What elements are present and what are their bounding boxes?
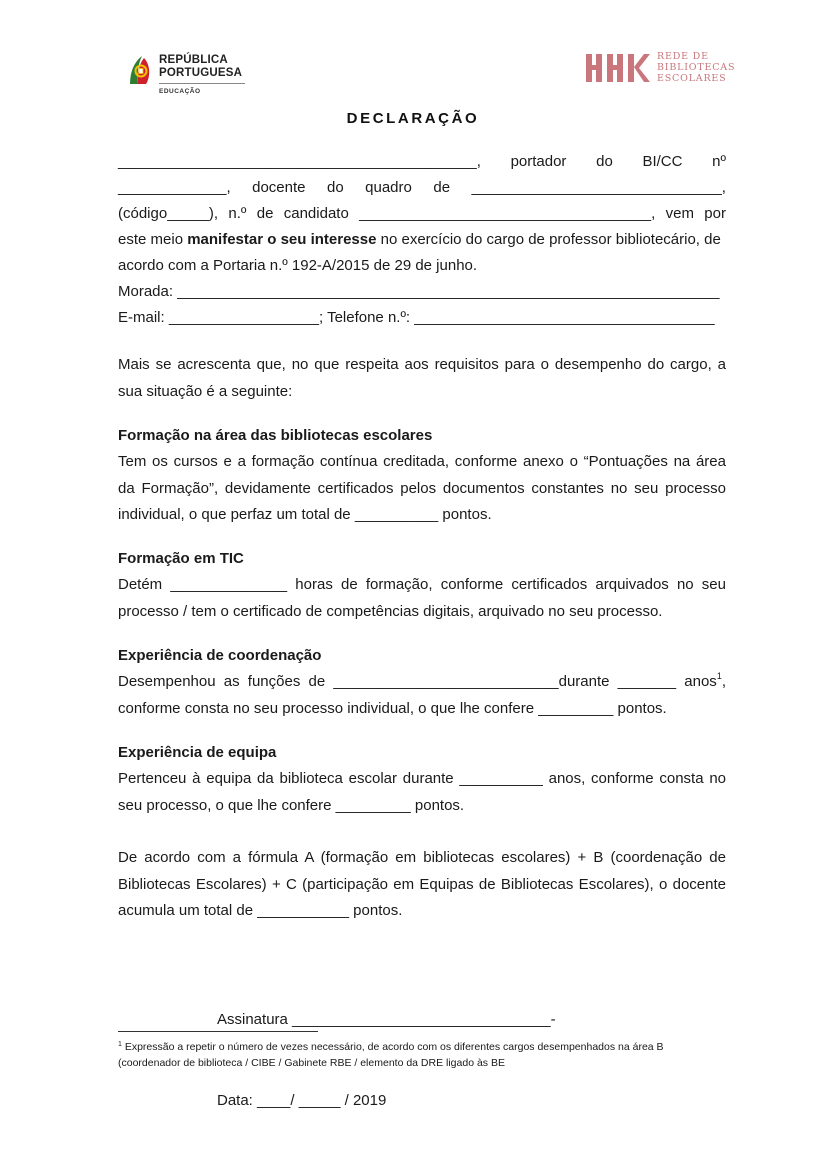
section-text [118, 669, 726, 722]
section-equipa [118, 740, 726, 819]
rp-line1: REPÚBLICA [159, 54, 228, 66]
section-text: Detém ______________ horas de formação, conforme certificados arquivados no seu processo / tem o certificado de competências digitais, arquivado no seu processo. [118, 576, 726, 620]
word: do [326, 179, 344, 196]
word: por [704, 205, 726, 222]
codigo-blank: (código_____), [118, 205, 219, 222]
section-formacao-be [118, 423, 726, 529]
word: docente [252, 179, 306, 196]
rbe-line1: REDE DE [657, 51, 709, 62]
footnote [118, 1039, 726, 1071]
rbe-text [657, 51, 735, 84]
section-formacao-tic [118, 546, 726, 625]
text: , conforme consta no seu processo individual, o que lhe confere _________ pontos. [118, 673, 726, 717]
bicc-blank: _____________, [118, 179, 231, 196]
candidato-blank: ___________________________________, [359, 205, 656, 222]
intro-block [118, 149, 726, 331]
word: do [596, 153, 613, 170]
situation-paragraph: Mais se acrescenta que, no que respeita aos requisitos para o desempenho do cargo, a sua situação é a seguinte: [118, 356, 726, 400]
footnote-reference: 1 [716, 671, 722, 681]
rbe-line3: ESCOLARES [657, 73, 727, 84]
section-coordenacao [118, 643, 726, 722]
footnote-text: Expressão a repetir o número de vezes necessário, de acordo com os diferentes cargos desempenhados na área B (coordenador de biblioteca / CIBE / Gabinete RBE / elemento da DRE ligado às BE [118, 1041, 664, 1069]
text: Desempenhou as funções de ___________________________durante _______ anos [118, 673, 717, 690]
intro-line-4 [118, 227, 726, 253]
document-title: DECLARAÇÃO [346, 110, 480, 127]
word: BI/CC [642, 153, 683, 170]
republica-portuguesa-text [159, 54, 242, 80]
signature-line: Assinatura _______________________________- [217, 1011, 556, 1028]
rp-subtitle: EDUCAÇÃO [159, 88, 201, 95]
word: vem [665, 205, 694, 222]
quadro-blank: ______________________________, [471, 179, 726, 196]
rbe-line2: BIBLIOTECAS [657, 62, 736, 73]
word: nº [712, 153, 726, 170]
section-text: Pertenceu à equipa da biblioteca escolar durante __________ anos, conforme consta no seu processo, o que lhe confere _________ pontos. [118, 770, 726, 814]
name-blank: ___________________________________________, [118, 153, 481, 170]
word: de [433, 179, 451, 196]
email-line: E-mail: __________________; Telefone n.º: ____________________________________ [118, 309, 715, 326]
word: portador [510, 153, 567, 170]
republica-portuguesa-logo [128, 52, 258, 100]
intro-line-5: acordo com a Portaria n.º 192-A/2015 de 29 de junho. [118, 257, 478, 274]
bold-text: manifestar o seu interesse [187, 231, 377, 248]
section-heading: Formação em TIC [118, 550, 244, 567]
intro-line-3 [118, 201, 726, 227]
rbe-mark-icon [586, 52, 650, 84]
portugal-emblem-icon [128, 54, 152, 86]
logo-divider [159, 83, 245, 84]
footnote-marker: 1 [118, 1041, 122, 1048]
word: candidato [283, 205, 349, 222]
rp-line2: PORTUGUESA [159, 67, 243, 79]
intro-line-1 [118, 149, 726, 175]
intro-line-2 [118, 175, 726, 201]
date-line: Data: ____/ _____ / 2019 [217, 1092, 387, 1109]
section-heading: Experiência de equipa [118, 744, 277, 761]
section-heading: Experiência de coordenação [118, 647, 322, 664]
morada-line: Morada: _________________________________________________________________ [118, 283, 720, 300]
section-heading: Formação na área das bibliotecas escolares [118, 427, 433, 444]
word: n.º [228, 205, 247, 222]
section-text: Tem os cursos e a formação contínua creditada, conforme anexo o “Pontuações na área da Formação”, devidamente certificados pelos documentos constantes no seu processo individual, o que perfaz um total de __________ pontos. [118, 453, 726, 524]
word: quadro [365, 179, 412, 196]
text: no exercício do cargo de professor bibliotecário, de [376, 231, 721, 248]
word: de [256, 205, 274, 222]
formula-paragraph: De acordo com a fórmula A (formação em bibliotecas escolares) + B (coordenação de Bibliotecas Escolares) + C (participação em Equipas de Bibliotecas Escolares), o docente acumula um total de ___________ pontos. [118, 849, 726, 920]
footnote-separator [118, 1031, 318, 1032]
text: este meio [118, 231, 188, 248]
rbe-logo [586, 50, 746, 90]
